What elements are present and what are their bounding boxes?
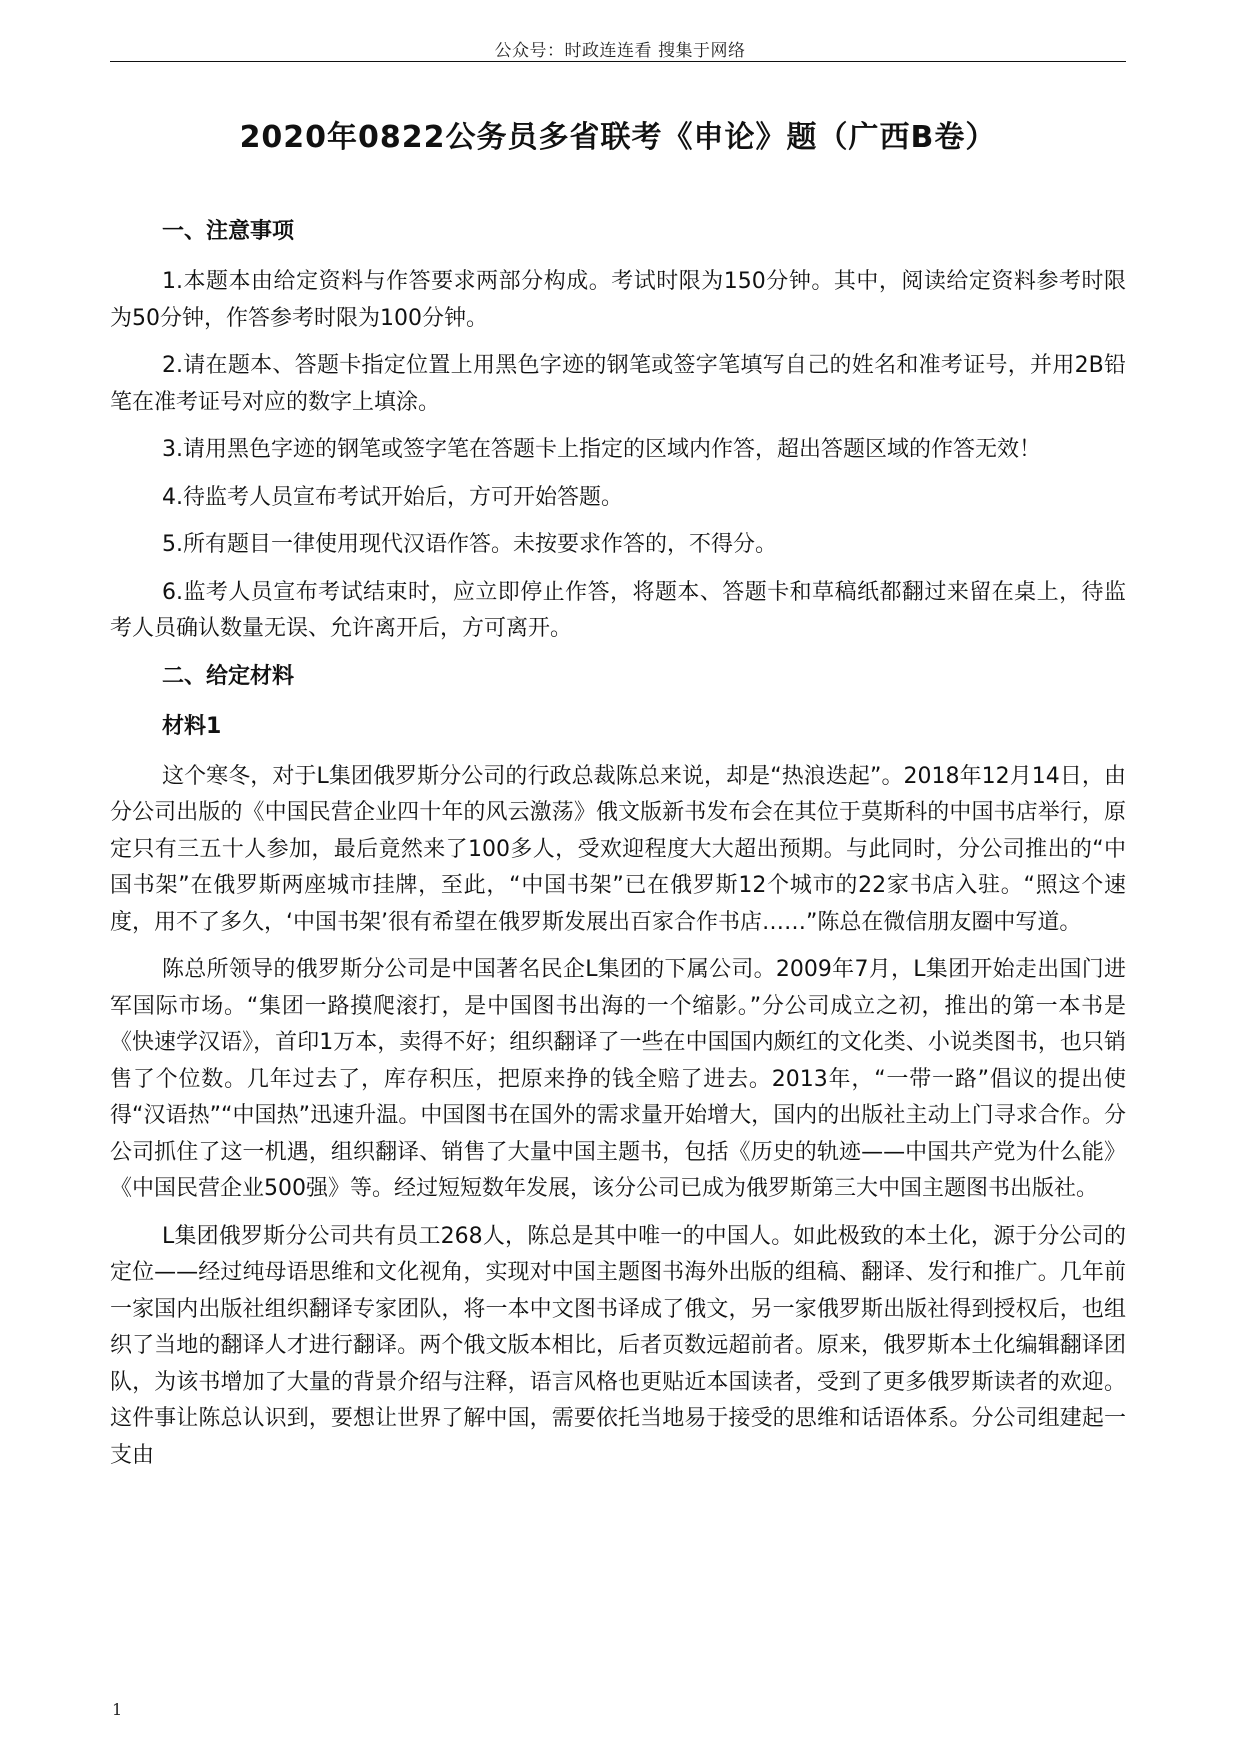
document-body bbox=[110, 214, 1126, 1485]
note-item: 6.监考人员宣布考试结束时，应立即停止作答，将题本、答题卡和草稿纸都翻过来留在桌上，待监考人员确认数量无误、允许离开后，方可离开。 bbox=[110, 579, 1126, 641]
material-paragraph: 这个寒冬，对于L集团俄罗斯分公司的行政总裁陈总来说，却是“热浪迭起”。2018年12月14日，由分公司出版的《中国民营企业四十年的风云激荡》俄文版新书发布会在其位于莫斯科的中国书店举行，原定只有三五十人参加，最后竟然来了100多人，受欢迎程度大大超出预期。与此同时，分公司推出的“中国书架”在俄罗斯两座城市挂牌，至此，“中国书架”已在俄罗斯12个城市的22家书店入驻。“照这个速度，用不了多久，‘中国书架’很有希望在俄罗斯发展出百家合作书店……”陈总在微信朋友圈中写道。 bbox=[110, 763, 1126, 935]
material-paragraph: L集团俄罗斯分公司共有员工268人，陈总是其中唯一的中国人。如此极致的本土化，源于分公司的定位——经过纯母语思维和文化视角，实现对中国主题图书海外出版的组稿、翻译、发行和推广。几年前一家国内出版社组织翻译专家团队，将一本中文图书译成了俄文，另一家俄罗斯出版社得到授权后，也组织了当地的翻译人才进行翻译。两个俄文版本相比，后者页数远超前者。原来，俄罗斯本土化编辑翻译团队，为该书增加了大量的背景介绍与注释，语言风格也更贴近本国读者，受到了更多俄罗斯读者的欢迎。这件事让陈总认识到，要想让世界了解中国，需要依托当地易于接受的思维和话语体系。分公司组建起一支由 bbox=[110, 1223, 1126, 1468]
note-item: 2.请在题本、答题卡指定位置上用黑色字迹的钢笔或签字笔填写自己的姓名和准考证号，并用2B铅笔在准考证号对应的数字上填涂。 bbox=[110, 353, 1126, 415]
document-title: 2020年0822公务员多省联考《申论》题（广西B卷） bbox=[239, 120, 997, 155]
section-heading-materials: 二、给定材料 bbox=[162, 663, 295, 689]
page-header-source: 公众号：时政连连看 搜集于网络 bbox=[494, 41, 746, 61]
note-item: 1.本题本由给定资料与作答要求两部分构成。考试时限为150分钟。其中，阅读给定资料参考时限为50分钟，作答参考时限为100分钟。 bbox=[110, 269, 1126, 331]
material-heading: 材料1 bbox=[162, 713, 222, 739]
note-item: 4.待监考人员宣布考试开始后，方可开始答题。 bbox=[162, 484, 623, 510]
note-item: 5.所有题目一律使用现代汉语作答。未按要求作答的，不得分。 bbox=[162, 532, 777, 557]
section-heading-notes: 一、注意事项 bbox=[162, 219, 295, 244]
page-number: 1 bbox=[112, 1700, 123, 1719]
header-divider bbox=[110, 61, 1126, 62]
note-item: 3.请用黑色字迹的钢笔或签字笔在答题卡上指定的区域内作答，超出答题区域的作答无效！ bbox=[162, 437, 1041, 462]
material-paragraph: 陈总所领导的俄罗斯分公司是中国著名民企L集团的下属公司。2009年7月，L集团开始走出国门进军国际市场。“集团一路摸爬滚打，是中国图书出海的一个缩影。”分公司成立之初，推出的第一本书是《快速学汉语》，首印1万本，卖得不好；组织翻译了一些在中国国内颇红的文化类、小说类图书，也只销售了个位数。几年过去了，库存积压，把原来挣的钱全赔了进去。2013年，“一带一路”倡议的提出使得“汉语热”“中国热”迅速升温。中国图书在国外的需求量开始增大，国内的出版社主动上门寻求合作。分公司抓住了这一机遇，组织翻译、销售了大量中国主题书，包括《历史的轨迹——中国共产党为什么能》《中国民营企业500强》等。经过短短数年发展，该分公司已成为俄罗斯第三大中国主题图书出版社。 bbox=[110, 957, 1126, 1201]
